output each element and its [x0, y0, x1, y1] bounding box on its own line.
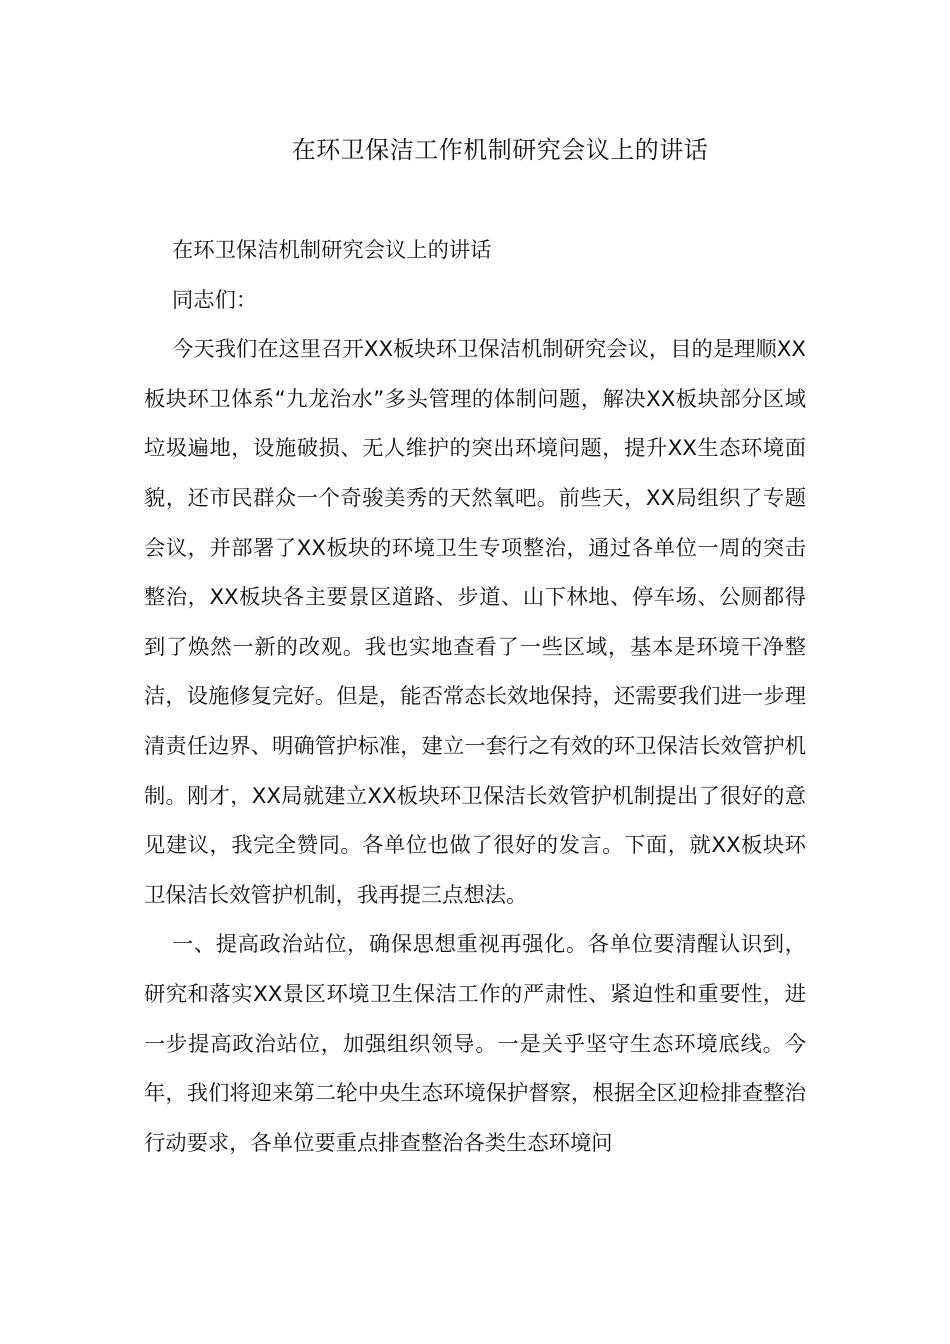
paragraph-point-one: 一、提高政治站位，确保思想重视再强化。各单位要清醒认识到，研究和落实XX景区环境卫生保洁工作的严肃性、紧迫性和重要性，进一步提高政治站位，加强组织领导。一是关乎坚守生态环境底线。今年，我们将迎来第二轮中央生态环境保护督察，根据全区迎检排查整治行动要求，各单位要重点排查整治各类生态环境问 [144, 932, 806, 1156]
paragraph-introduction: 今天我们在这里召开XX板块环卫保洁机制研究会议，目的是理顺XX板块环卫体系“九龙治水”多头管理的体制问题，解决XX板块部分区域垃圾遍地，设施破损、无人维护的突出环境问题，提升XX生态环境面貌，还市民群众一个奇骏美秀的天然氧吧。前些天，XX局组织了专题会议，并部署了XX板块的环境卫生专项整治，通过各单位一周的突击整治，XX板块各主要景区道路、步道、山下林地、停车场、公厕都得到了焕然一新的改观。我也实地查看了一些区域，基本是环境干净整洁，设施修复完好。但是，能否常态长效地保持，还需要我们进一步理清责任边界、明确管护标准，建立一套行之有效的环卫保洁长效管护机制。刚才，XX局就建立XX板块环卫保洁长效管护机制提出了很好的意见建议，我完全赞同。各单位也做了很好的发言。下面，就XX板块环卫保洁长效管护机制，我再提三点想法。 [144, 337, 806, 908]
paragraph-salutation: 同志们： [172, 287, 258, 313]
document-body [144, 226, 806, 1168]
paragraph-subtitle: 在环卫保洁机制研究会议上的讲话 [172, 238, 492, 263]
document-title: 在环卫保洁工作机制研究会议上的讲话 [291, 136, 709, 164]
